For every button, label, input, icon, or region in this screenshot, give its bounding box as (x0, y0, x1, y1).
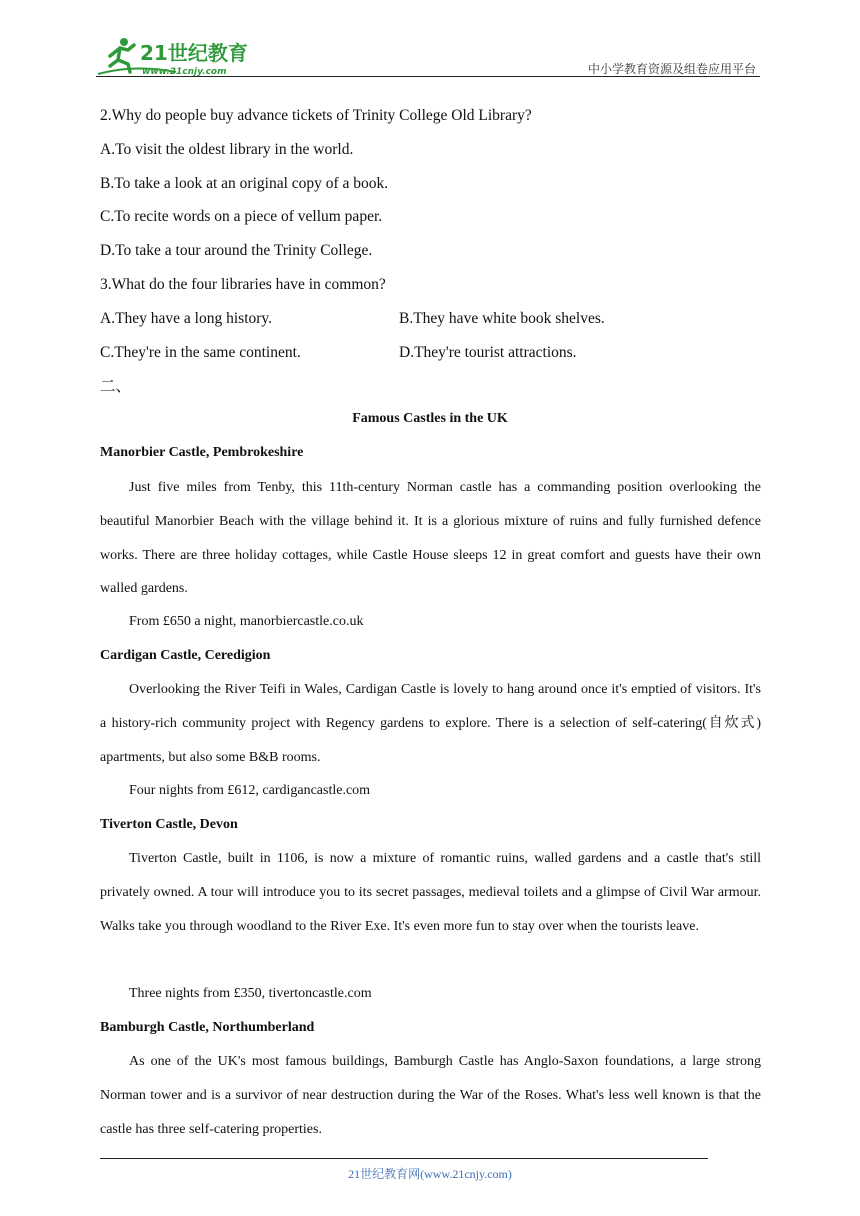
question-2: 2.Why do people buy advance tickets of Trinity College Old Library? (100, 107, 532, 124)
q2-option-b: B.To take a look at an original copy of a book. (100, 175, 389, 192)
page-header (96, 30, 756, 78)
castle-price: From £650 a night, manorbiercastle.co.uk (129, 614, 364, 629)
footer-divider (100, 1158, 708, 1159)
platform-tagline: 中小学教育资源及组卷应用平台 (587, 62, 756, 76)
castle-price: Four nights from £612, cardigancastle.com (129, 783, 371, 798)
site-logo[interactable] (96, 34, 266, 78)
article-title: Famous Castles in the UK (352, 411, 508, 426)
castle-price: Three nights from £350, tivertoncastle.com (129, 986, 372, 1001)
castle-name: Bamburgh Castle, Northumberland (100, 1020, 315, 1035)
q3-option-b: B.They have white book shelves. (399, 310, 605, 327)
question-3: 3.What do the four libraries have in common? (100, 276, 386, 293)
castle-name: Tiverton Castle, Devon (100, 817, 238, 832)
castle-description: Tiverton Castle, built in 1106, is now a mixture of romantic ruins, walled gardens and a castle that's still privately owned. A tour will introduce you to its secret passages, medieval toilets and a glimpse of Civil War armour. Walks take you through woodland to the River Exe. It's even more fun to stay over when the tourists leave. (100, 851, 761, 934)
q2-option-d: D.To take a tour around the Trinity College. (100, 242, 373, 259)
q3-option-c: C.They're in the same continent. (100, 344, 301, 361)
q2-option-c: C.To recite words on a piece of vellum paper. (100, 208, 383, 225)
castle-name: Manorbier Castle, Pembrokeshire (100, 445, 304, 460)
castle-description: Just five miles from Tenby, this 11th-century Norman castle has a commanding position overlooking the beautiful Manorbier Beach with the village behind it. It is a glorious mixture of ruins and fully furnished defence works. There are three holiday cottages, while Castle House sleeps 12 in great comfort and guests have their own walled gardens. (100, 480, 761, 597)
footer-text[interactable]: 21世纪教育网(www.21cnjy.com) (348, 1167, 512, 1181)
logo-url: www.21cnjy.com (142, 67, 227, 77)
header-divider (96, 76, 760, 77)
q3-option-d: D.They're tourist attractions. (399, 344, 577, 361)
castle-description: As one of the UK's most famous buildings, Bamburgh Castle has Anglo-Saxon foundations, a large strong Norman tower and is a survivor of near destruction during the War of the Roses. What's less well known is that the castle has three self-catering properties. (100, 1054, 761, 1137)
section-label: 二、 (100, 378, 132, 395)
castle-name: Cardigan Castle, Ceredigion (100, 648, 271, 663)
logo-text: 21世纪教育 (140, 41, 248, 65)
castle-description: Overlooking the River Teifi in Wales, Cardigan Castle is lovely to hang around once it's emptied of visitors. It's a history-rich community project with Regency gardens to explore. There is a selection of self-catering(自炊式) apartments, but also some B&B rooms. (100, 682, 761, 765)
q3-option-a: A.They have a long history. (100, 310, 273, 327)
q2-option-a: A.To visit the oldest library in the world. (100, 141, 354, 158)
runner-logo-icon (96, 34, 266, 78)
